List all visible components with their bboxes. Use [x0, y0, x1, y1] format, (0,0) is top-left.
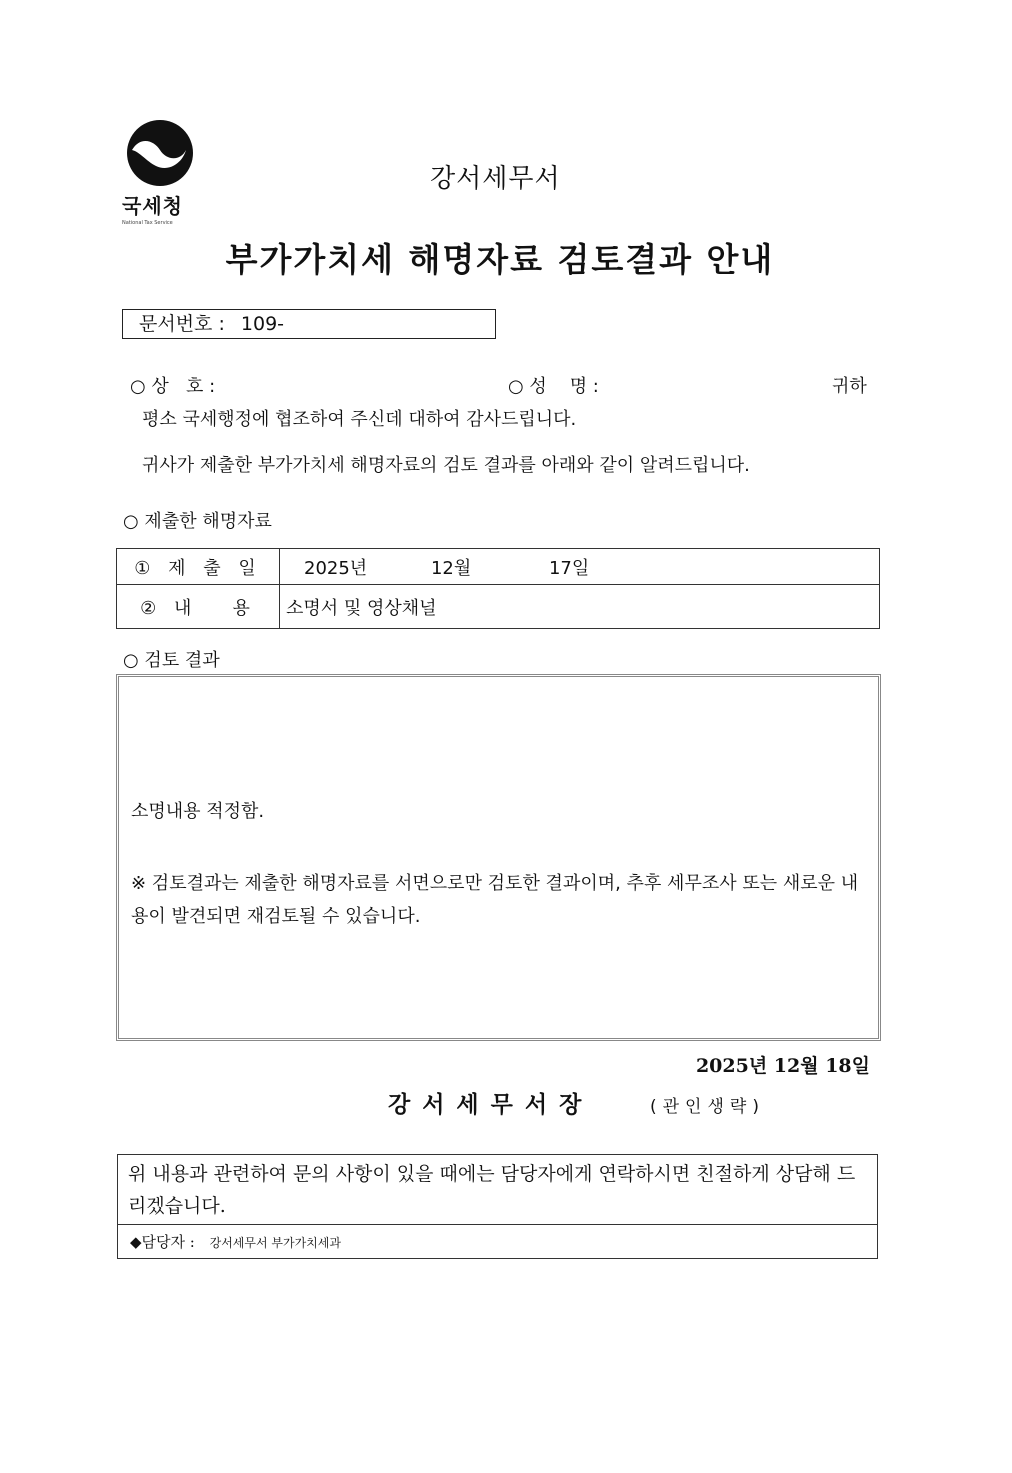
review-note-text: ※ 검토결과는 제출한 해명자료를 서면으로만 검토한 결과이며, 추후 세무조사 또는 새로운 내용이 발견되면 재검토될 수 있습니다. [131, 873, 859, 927]
review-result-box [116, 674, 881, 1041]
doc-number-label: 문서번호 : [139, 313, 225, 335]
tax-office-name: 강서세무서 [430, 164, 561, 194]
contact-message: 위 내용과 관련하여 문의 사항이 있을 때에는 담당자에게 연락하시면 친절하게 상담해 드리겠습니다. [118, 1155, 877, 1225]
honorific: 귀하 [832, 376, 867, 397]
table-row [117, 549, 880, 585]
issue-date: 2025년 12월 18일 [695, 1055, 870, 1077]
intro-text: 귀사가 제출한 부가가치세 해명자료의 검토 결과를 아래와 같이 알려드립니다. [142, 455, 750, 476]
submit-day: 17일 [548, 557, 590, 579]
content-label: ② 내 용 [117, 585, 280, 629]
submit-year: 2025년 [304, 557, 368, 579]
nts-logo [122, 118, 202, 226]
contact-department: 강서세무서 부가가치세과 [209, 1236, 341, 1250]
greeting-text: 평소 국세행정에 협조하여 주신데 대하여 감사드립니다. [142, 409, 577, 430]
contact-label: ◆담당자 : [130, 1233, 195, 1251]
doc-number-value: 109- [240, 313, 285, 335]
review-result-text: 소명내용 적정함. [131, 801, 265, 822]
submit-date-label: ① 제 출 일 [117, 549, 280, 585]
seal-omitted-note: (관인생략) [650, 1097, 765, 1117]
logo-subtext: National Tax Service [122, 220, 173, 226]
company-label: ○ 상 호 : [130, 376, 216, 397]
contact-person-row [118, 1225, 877, 1252]
submit-date-value [280, 549, 880, 585]
review-section-heading: ○ 검토 결과 [123, 650, 220, 671]
document-number-box [122, 309, 496, 339]
content-value: 소명서 및 영상채널 [280, 585, 880, 629]
submitted-materials-table [116, 548, 880, 629]
taegeuk-emblem-icon [122, 118, 198, 188]
contact-box [117, 1154, 878, 1259]
office-chief-title: 강서세무서장 [388, 1091, 594, 1118]
logo-text: 국세청 [122, 194, 183, 218]
submit-month: 12월 [430, 557, 472, 579]
submitted-section-heading: ○ 제출한 해명자료 [123, 511, 272, 532]
table-row [117, 585, 880, 629]
name-label: ○ 성 명 : [508, 376, 599, 397]
document-title: 부가가치세 해명자료 검토결과 안내 [225, 240, 775, 279]
